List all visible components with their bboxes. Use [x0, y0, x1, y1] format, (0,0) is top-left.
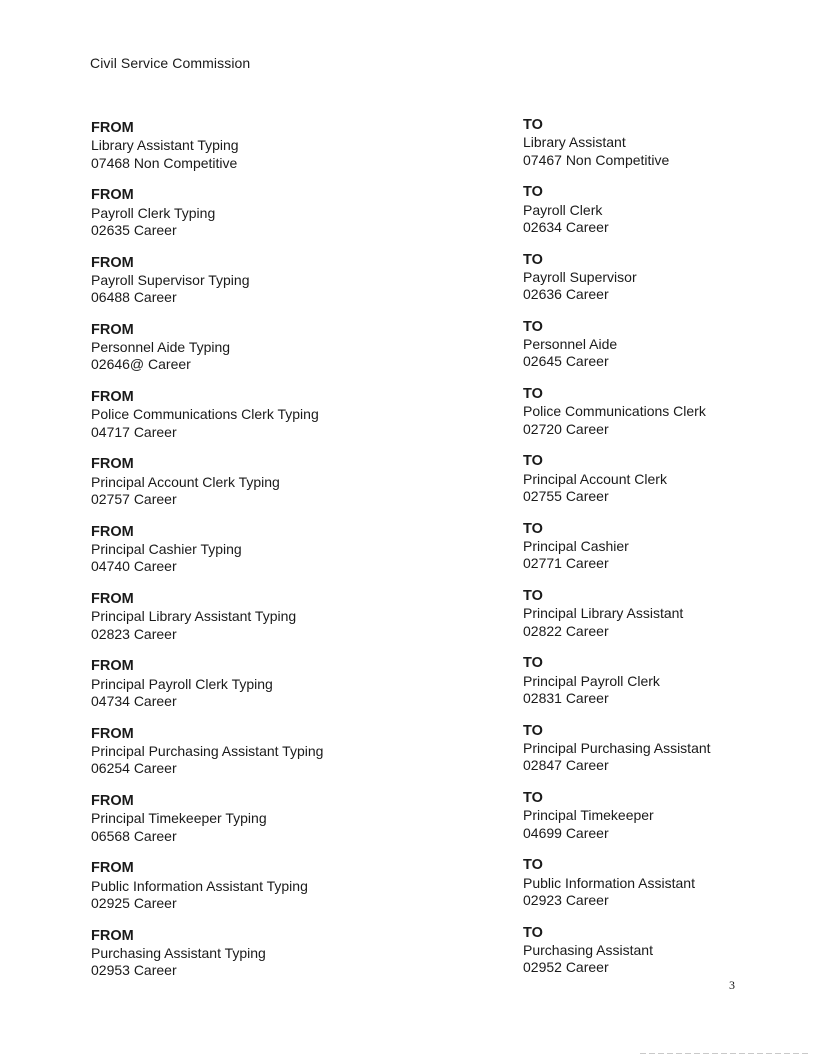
from-code: 02635 Career	[91, 221, 177, 238]
from-label: FROM	[91, 456, 134, 473]
to-label: TO	[523, 184, 543, 201]
to-title: Principal Cashier	[523, 538, 629, 555]
to-entry	[523, 386, 814, 453]
from-entry	[91, 726, 391, 793]
from-label: FROM	[91, 523, 134, 540]
to-code: 02720 Career	[523, 420, 609, 437]
from-title: Principal Account Clerk Typing	[91, 473, 280, 490]
from-label: FROM	[91, 658, 134, 675]
to-title: Library Assistant	[523, 134, 626, 151]
to-title: Police Communications Clerk	[523, 403, 706, 420]
to-title: Principal Purchasing Assistant	[523, 739, 711, 756]
from-title: Police Communications Clerk Typing	[91, 406, 319, 423]
from-code: 06254 Career	[91, 760, 177, 777]
to-label: TO	[523, 520, 543, 537]
from-label: FROM	[91, 725, 134, 742]
page-header: Civil Service Commission	[90, 55, 251, 71]
to-entry	[523, 790, 814, 857]
to-entry	[523, 252, 814, 319]
from-code: 04717 Career	[91, 423, 177, 440]
to-code: 04699 Career	[523, 824, 609, 841]
to-code: 07467 Non Competitive	[523, 151, 670, 168]
from-entry	[91, 524, 391, 591]
from-entry	[91, 928, 391, 995]
to-title: Principal Payroll Clerk	[523, 672, 660, 689]
from-code: 04734 Career	[91, 692, 177, 709]
to-code: 02645 Career	[523, 353, 609, 370]
from-title: Principal Cashier Typing	[91, 541, 242, 558]
to-label: TO	[523, 722, 543, 739]
to-label: TO	[523, 318, 543, 335]
to-title: Payroll Supervisor	[523, 268, 637, 285]
to-entry	[523, 184, 814, 251]
from-code: 04740 Career	[91, 558, 177, 575]
from-title: Payroll Supervisor Typing	[91, 271, 250, 288]
to-title: Public Information Assistant	[523, 874, 695, 891]
to-entry	[523, 925, 814, 992]
to-code: 02923 Career	[523, 891, 609, 908]
from-label: FROM	[91, 321, 134, 338]
from-title: Personnel Aide Typing	[91, 339, 231, 356]
from-entry	[91, 322, 391, 389]
from-code: 02953 Career	[91, 962, 177, 979]
from-label: FROM	[91, 927, 134, 944]
to-title: Personnel Aide	[523, 336, 618, 353]
from-title: Public Information Assistant Typing	[91, 877, 308, 894]
to-title: Purchasing Assistant	[523, 941, 653, 958]
from-entry	[91, 860, 391, 927]
from-title: Payroll Clerk Typing	[91, 204, 216, 221]
to-label: TO	[523, 789, 543, 806]
from-code: 02823 Career	[91, 625, 177, 642]
to-code: 02822 Career	[523, 622, 609, 639]
from-label: FROM	[91, 591, 134, 608]
from-entry	[91, 591, 391, 658]
from-code: 07468 Non Competitive	[91, 154, 238, 171]
to-entry	[523, 453, 814, 520]
from-entry	[91, 187, 391, 254]
to-title: Principal Account Clerk	[523, 470, 667, 487]
from-code: 06568 Career	[91, 827, 177, 844]
from-label: FROM	[91, 187, 134, 204]
to-label: TO	[523, 924, 543, 941]
to-code: 02771 Career	[523, 555, 609, 572]
to-code: 02634 Career	[523, 218, 609, 235]
page-number: 3	[729, 978, 735, 992]
to-code: 02636 Career	[523, 286, 609, 303]
from-title: Principal Library Assistant Typing	[91, 608, 297, 625]
from-label: FROM	[91, 860, 134, 877]
from-label: FROM	[91, 120, 134, 136]
to-label: TO	[523, 117, 543, 133]
from-label: FROM	[91, 792, 134, 809]
from-column	[91, 120, 391, 995]
to-entry	[523, 655, 814, 722]
to-column	[523, 117, 814, 992]
to-code: 02755 Career	[523, 488, 609, 505]
from-title: Purchasing Assistant Typing	[91, 944, 266, 961]
from-code: 06488 Career	[91, 289, 177, 306]
to-title: Principal Timekeeper	[523, 807, 654, 824]
to-title: Payroll Clerk	[523, 201, 603, 218]
to-code: 02831 Career	[523, 689, 609, 706]
to-label: TO	[523, 251, 543, 268]
from-label: FROM	[91, 389, 134, 406]
from-entry	[91, 389, 391, 456]
from-entry	[91, 120, 391, 187]
from-entry	[91, 456, 391, 523]
to-label: TO	[523, 857, 543, 874]
to-label: TO	[523, 453, 543, 470]
to-title: Principal Library Assistant	[523, 605, 684, 622]
from-entry	[91, 658, 391, 725]
from-title: Principal Timekeeper Typing	[91, 810, 267, 827]
to-label: TO	[523, 655, 543, 672]
to-entry	[523, 117, 814, 184]
to-label: TO	[523, 588, 543, 605]
scan-artifact-line	[640, 1053, 810, 1054]
to-entry	[523, 588, 814, 655]
from-code: 02646@ Career	[91, 356, 191, 373]
from-title: Library Assistant Typing	[91, 137, 239, 154]
from-entry	[91, 255, 391, 322]
to-code: 02847 Career	[523, 757, 609, 774]
to-code: 02952 Career	[523, 959, 609, 976]
from-label: FROM	[91, 254, 134, 271]
to-entry	[523, 857, 814, 924]
to-label: TO	[523, 386, 543, 403]
to-entry	[523, 319, 814, 386]
from-entry	[91, 793, 391, 860]
to-entry	[523, 521, 814, 588]
from-code: 02757 Career	[91, 491, 177, 508]
from-code: 02925 Career	[91, 894, 177, 911]
to-entry	[523, 723, 814, 790]
from-title: Principal Purchasing Assistant Typing	[91, 742, 324, 759]
from-title: Principal Payroll Clerk Typing	[91, 675, 273, 692]
